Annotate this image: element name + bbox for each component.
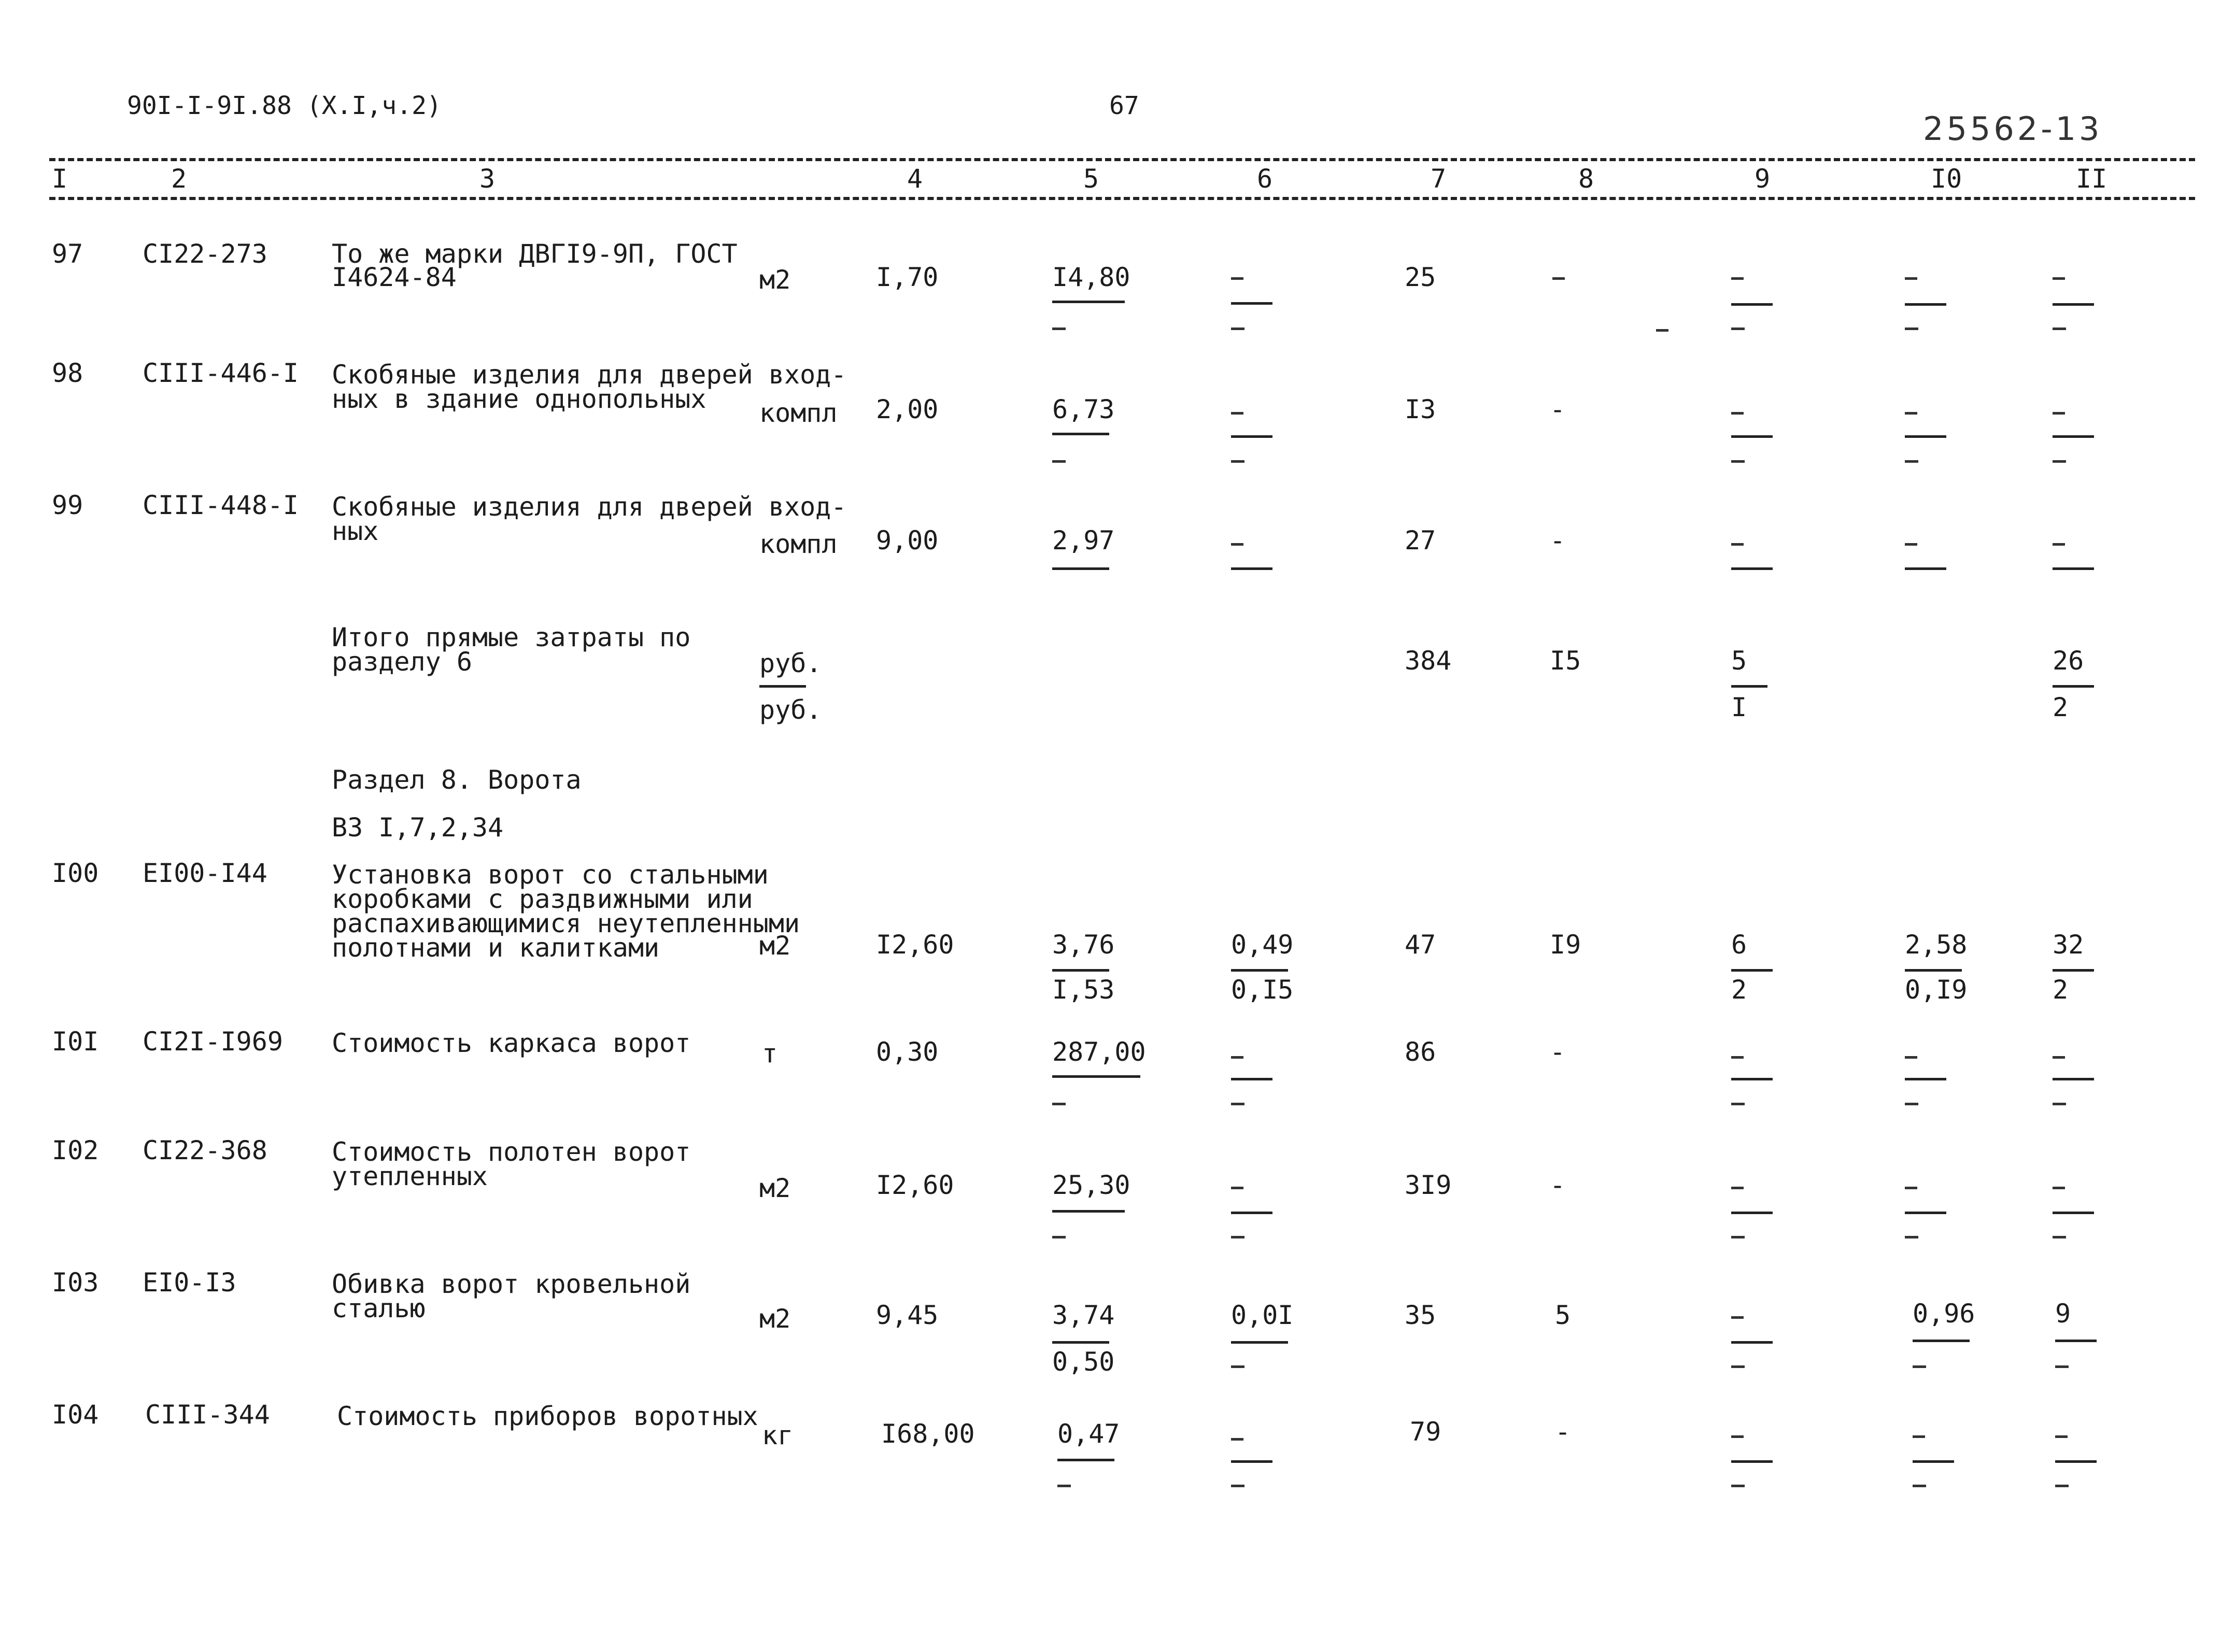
rule-line [1231, 543, 1243, 546]
item-code: CI2I-I969 [143, 1027, 283, 1057]
unit-cost-wages: 0,50 [1052, 1347, 1115, 1377]
rule-line [1231, 1365, 1244, 1368]
rule-line [2053, 1212, 2094, 1214]
item-description: ных [332, 516, 379, 546]
item-code: CI22-273 [143, 239, 267, 269]
rule-line [1731, 567, 1773, 570]
rule-line [1231, 1212, 1272, 1214]
total-cost: 25 [1405, 262, 1436, 292]
rule-line [1052, 301, 1125, 303]
column-header: 6 [1257, 164, 1273, 194]
item-description: полотнами и калитками [332, 933, 660, 963]
rule-line [1731, 277, 1744, 280]
rule-line [1052, 1210, 1125, 1213]
rule-line [1231, 460, 1244, 463]
rule-line [1905, 460, 1918, 463]
material-cost: 2,58 [1905, 930, 1968, 960]
rule-line [2053, 412, 2065, 415]
rule-line [2053, 1078, 2094, 1080]
rule-line [1052, 1103, 1066, 1105]
rule-line [1731, 327, 1745, 330]
rule-line [1052, 433, 1109, 435]
row-number: I03 [52, 1268, 99, 1298]
labor-cost: 5 [1555, 1300, 1571, 1330]
rule-line [1052, 567, 1109, 570]
item-description: сталью [332, 1293, 426, 1323]
rule-line [1231, 1103, 1244, 1105]
machine-unit-cost-wages: 0,I5 [1231, 975, 1294, 1005]
labor-cost: - [1555, 1417, 1571, 1447]
sheet-stamp: 25562-13 [1923, 110, 2103, 148]
overhead-cost-wages: 2 [2053, 692, 2069, 722]
rule-line [1731, 1236, 1745, 1238]
row-number: 97 [52, 239, 83, 269]
unit: м2 [759, 1173, 791, 1203]
item-description: Установка ворот со стальными [332, 860, 769, 890]
rule-line [1731, 1187, 1744, 1189]
rule-line [1052, 969, 1109, 972]
rule-line [1913, 1365, 1926, 1368]
rule-line [759, 685, 806, 688]
labor-cost: - [1550, 394, 1566, 424]
rule-line [1913, 1485, 1926, 1487]
rule-line [1731, 412, 1744, 415]
section-title: Раздел 8. Ворота [332, 765, 582, 795]
overhead-cost-wages: 2 [2053, 975, 2069, 1005]
item-description: Скобяные изделия для дверей вход- [332, 492, 847, 522]
total-cost: 47 [1405, 930, 1436, 960]
item-code: CI22-368 [143, 1135, 267, 1165]
column-header: 2 [171, 164, 187, 194]
overhead-cost: 26 [2053, 646, 2084, 676]
rule-line [1905, 543, 1917, 546]
page-number: 67 [1109, 91, 1139, 120]
rule-line [1231, 969, 1288, 972]
rule-line [1731, 1341, 1773, 1344]
unit: компл [759, 529, 838, 559]
rule-line [2055, 1485, 2069, 1487]
row-number: I04 [52, 1400, 99, 1430]
item-description: распахивающимися неутепленными [332, 908, 800, 938]
item-description: Скобяные изделия для дверей вход- [332, 360, 847, 390]
rule-line [1905, 1078, 1946, 1080]
item-description: Стоимость каркаса ворот [332, 1028, 691, 1058]
rule-line [1905, 303, 1946, 306]
unit: кг [762, 1420, 794, 1450]
column-header: 5 [1083, 164, 1099, 194]
unit: т [762, 1038, 778, 1069]
rule-line [1905, 277, 1917, 280]
rule-line [2053, 303, 2094, 306]
column-header: 7 [1431, 164, 1447, 194]
rule-line [1905, 435, 1946, 438]
column-header: 4 [907, 164, 923, 194]
rule-line [2053, 1103, 2066, 1105]
rule-line [1905, 969, 1962, 972]
item-description: I4624-84 [332, 262, 457, 292]
document-code: 90I-I-9I.88 (X.I,ч.2) [127, 91, 442, 120]
total-description: разделу 6 [332, 647, 472, 677]
column-header: I0 [1931, 164, 1962, 194]
total-cost: 35 [1405, 1300, 1436, 1330]
column-header: II [2076, 164, 2107, 194]
unit: м2 [759, 265, 791, 295]
material-cost-wages: 0,I9 [1905, 975, 1968, 1005]
unit: руб. [759, 695, 822, 725]
rule-line [1231, 1485, 1244, 1487]
item-description: Стоимость полотен ворот [332, 1137, 691, 1167]
total-cost: 27 [1405, 525, 1436, 556]
rule-line [1905, 567, 1946, 570]
rule-line [2053, 685, 2094, 688]
quantity: 9,45 [876, 1300, 939, 1330]
rule-line [2053, 1056, 2065, 1059]
total-cost: 3I9 [1405, 1170, 1452, 1200]
quantity: I68,00 [881, 1419, 975, 1449]
rule-line [1052, 1075, 1140, 1078]
item-description: То же марки ДВГI9-9П, ГОСТ [332, 239, 738, 269]
total-cost: 86 [1405, 1037, 1436, 1067]
rule-line [1052, 1236, 1066, 1238]
rule-line [1731, 1485, 1745, 1487]
column-header: 8 [1578, 164, 1594, 194]
rule-line [1231, 1187, 1243, 1189]
rule-line [1731, 685, 1767, 688]
column-header: 3 [479, 164, 496, 194]
rule-line [1905, 1056, 1917, 1059]
unit-cost: 6,73 [1052, 394, 1115, 424]
labor-cost: I5 [1550, 646, 1581, 676]
rule-line [1552, 277, 1565, 280]
unit-cost: 2,97 [1052, 525, 1115, 556]
rule-line [1052, 327, 1066, 330]
unit: компл [759, 398, 838, 428]
item-description: утепленных [332, 1161, 488, 1191]
rule-line [1731, 1460, 1773, 1463]
unit: м2 [759, 1304, 791, 1334]
quantity: I2,60 [876, 930, 954, 960]
machine-cost: 6 [1731, 930, 1747, 960]
unit-cost: 25,30 [1052, 1170, 1130, 1200]
rule-line [2055, 1365, 2069, 1368]
rule-line [1731, 969, 1773, 972]
rule-line [1231, 1438, 1243, 1441]
rule-line [2053, 1187, 2065, 1189]
rule-line [1905, 1187, 1917, 1189]
labor-cost: - [1550, 1037, 1566, 1067]
rule-line [2053, 277, 2065, 280]
rule-line [1231, 1236, 1244, 1238]
rule-line [1231, 412, 1243, 415]
quantity: I,70 [876, 262, 939, 292]
unit-cost: 287,00 [1052, 1037, 1146, 1067]
rule-line [1731, 460, 1745, 463]
rule-line [1905, 412, 1917, 415]
rule-line [2053, 435, 2094, 438]
rule-line [1731, 1316, 1744, 1319]
machine-cost: 5 [1731, 646, 1747, 676]
rule-line [1231, 327, 1244, 330]
rule-line [2055, 1460, 2097, 1463]
rule-line [1656, 329, 1668, 332]
row-number: 98 [52, 358, 83, 388]
rule-line [1731, 1103, 1745, 1105]
rule-line [1913, 1340, 1970, 1342]
total-cost: 79 [1410, 1417, 1441, 1447]
item-description: коробками с раздвижными или [332, 884, 753, 914]
item-code: CIII-448-I [143, 490, 299, 520]
unit-cost-wages: I,53 [1052, 975, 1115, 1005]
labor-cost: - [1550, 525, 1566, 556]
total-cost: I3 [1405, 394, 1436, 424]
rule-line [2055, 1340, 2097, 1342]
rule-line [2053, 1236, 2066, 1238]
quantity: I2,60 [876, 1170, 954, 1200]
unit-cost: 3,76 [1052, 930, 1115, 960]
item-code: CIII-446-I [143, 358, 299, 388]
item-description: Обивка ворот кровельной [332, 1269, 691, 1299]
rule-line [1231, 435, 1272, 438]
unit: руб. [759, 648, 822, 678]
row-number: I00 [52, 858, 99, 888]
rule-line [1231, 1078, 1272, 1080]
header-top-rule [49, 158, 2195, 161]
item-description: Стоимость приборов воротных [337, 1401, 758, 1431]
rule-line [1913, 1435, 1925, 1438]
rule-line [1905, 327, 1918, 330]
item-description: ных в здание однопольных [332, 384, 706, 414]
rule-line [1731, 1056, 1744, 1059]
row-number: 99 [52, 490, 83, 520]
rule-line [1052, 460, 1066, 463]
rule-line [1731, 1212, 1773, 1214]
rule-line [2053, 567, 2094, 570]
rule-line [1731, 1365, 1745, 1368]
rule-line [1057, 1459, 1114, 1461]
row-number: I02 [52, 1135, 99, 1165]
overhead-cost: 32 [2053, 930, 2084, 960]
column-header: 9 [1755, 164, 1771, 194]
total-description: Итого прямые затраты по [332, 622, 691, 652]
rule-line [1731, 303, 1773, 306]
rule-line [1231, 1341, 1288, 1344]
machine-cost-wages: 2 [1731, 975, 1747, 1005]
rule-line [1231, 1056, 1243, 1059]
rule-line [2053, 460, 2066, 463]
rule-line [1731, 543, 1744, 546]
quantity: 2,00 [876, 394, 939, 424]
quantity: 9,00 [876, 525, 939, 556]
unit-cost: 0,47 [1057, 1419, 1120, 1449]
machine-cost-wages: I [1731, 692, 1747, 722]
column-header: I [52, 164, 68, 194]
rule-line [1731, 1078, 1773, 1080]
unit-cost: I4,80 [1052, 262, 1130, 292]
item-code: EI00-I44 [143, 858, 267, 888]
rule-line [1231, 1460, 1272, 1463]
rule-line [1731, 435, 1773, 438]
rule-line [1231, 567, 1272, 570]
rule-line [1052, 1341, 1109, 1344]
rule-line [1231, 277, 1243, 280]
unit-cost: 3,74 [1052, 1300, 1115, 1330]
material-cost: 0,96 [1913, 1299, 1975, 1329]
rule-line [1905, 1212, 1946, 1214]
overhead-cost: 9 [2055, 1299, 2071, 1329]
rule-line [1913, 1460, 1954, 1463]
rule-line [2053, 969, 2094, 972]
labor-cost: - [1550, 1170, 1566, 1200]
row-number: I0I [52, 1027, 99, 1057]
rule-line [1905, 1103, 1918, 1105]
rule-line [1057, 1485, 1071, 1487]
rule-line [2053, 327, 2066, 330]
rule-line [1731, 1435, 1744, 1438]
machine-unit-cost: 0,49 [1231, 930, 1294, 960]
item-code: CIII-344 [145, 1400, 270, 1430]
header-bottom-rule [49, 197, 2195, 200]
machine-unit-cost: 0,0I [1231, 1300, 1294, 1330]
rule-line [1905, 1236, 1918, 1238]
unit: м2 [759, 931, 791, 961]
rule-line [1231, 302, 1272, 305]
labor-cost: I9 [1550, 930, 1581, 960]
rule-line [2055, 1435, 2068, 1438]
quantity: 0,30 [876, 1037, 939, 1067]
rule-line [2053, 543, 2065, 546]
section-index: ВЗ I,7,2,34 [332, 813, 504, 843]
item-code: EI0-I3 [143, 1268, 236, 1298]
total-cost: 384 [1405, 646, 1452, 676]
